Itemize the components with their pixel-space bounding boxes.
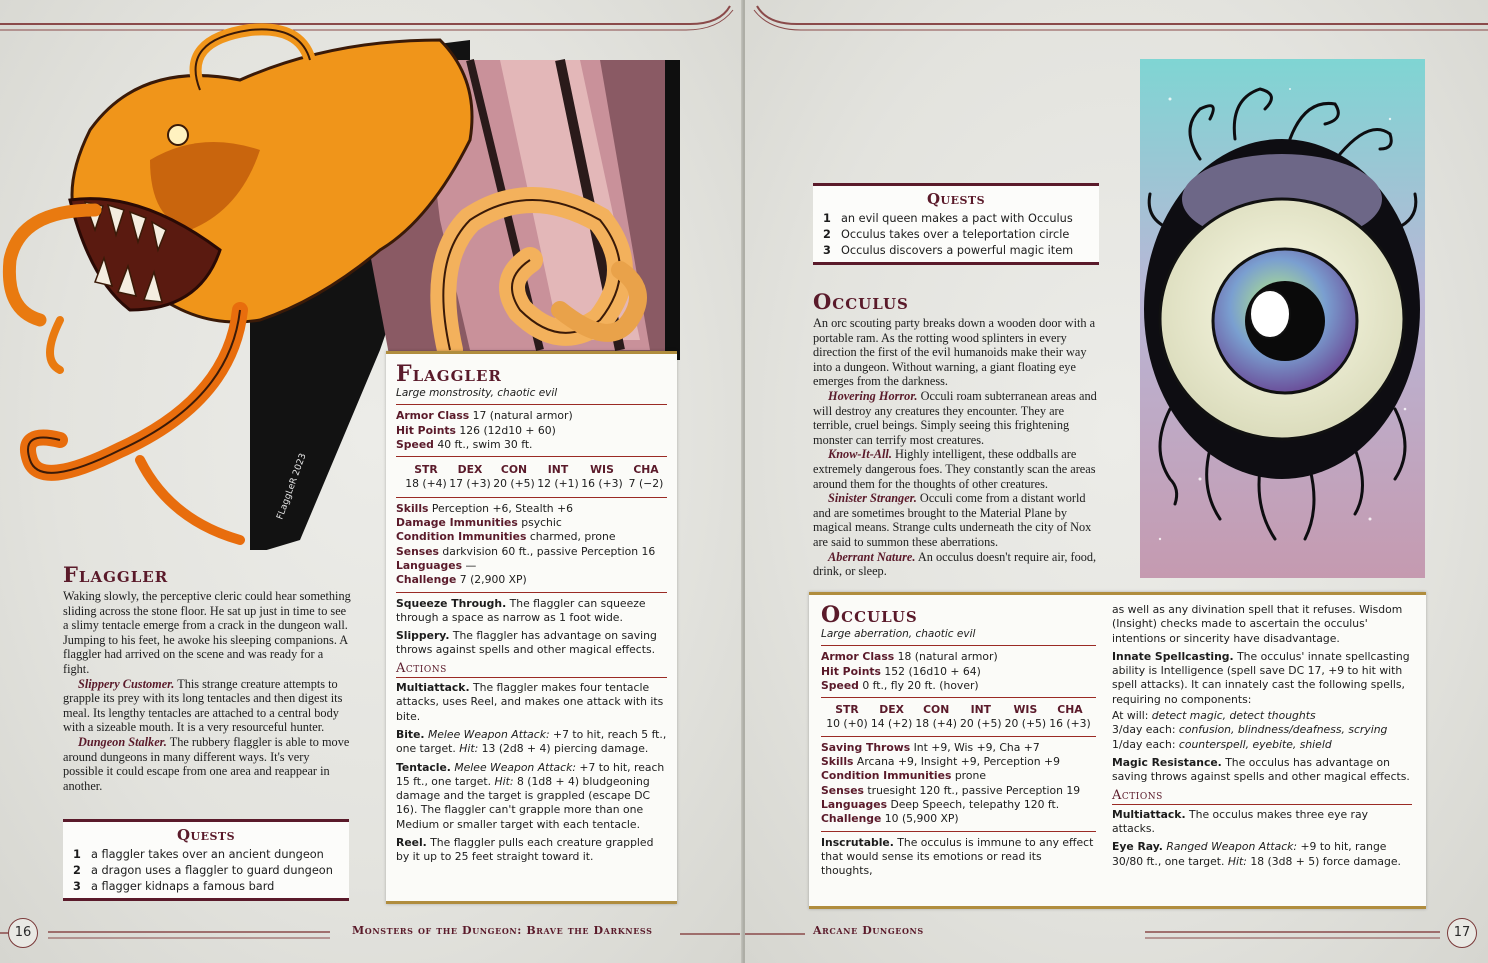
occulus-lore-text: [813, 316, 1100, 579]
divider: [396, 456, 667, 457]
ability-con: CON 18 (+4): [915, 703, 957, 731]
lore-paragraph: Dungeon Stalker. The rubbery flaggler is able to move around dungeons in many different ways. It's very possible it could escape from one area and reappear in another.: [63, 734, 350, 793]
spells-at-will: At will: detect magic, detect thoughts: [1112, 709, 1316, 723]
trait-squeeze-through: Squeeze Through. The flaggler can squeeze through a space as narrow as 1 foot wide.: [396, 596, 646, 624]
divider: [821, 736, 1096, 737]
ability-dex: DEX 17 (+3): [449, 463, 491, 491]
ability-dex: DEX 14 (+2): [870, 703, 913, 731]
spells-3-day: 3/day each: confusion, blindness/deafness, scrying: [1112, 723, 1388, 737]
actions-heading: Actions: [396, 662, 667, 678]
quest-row: 1 a flaggler takes over an ancient dungeon: [73, 848, 324, 861]
challenge: Challenge 10 (5,900 XP): [821, 812, 959, 826]
divider: [396, 497, 667, 498]
occulus-lore: [813, 289, 1100, 579]
ability-cha: CHA 7 (−2): [628, 463, 664, 491]
action-tentacle: Tentacle. Melee Weapon Attack: +7 to hit, reach 15 ft., one target. Hit: 8 (1d8 + 4) bludgeoning damage and the target is grappled (escape DC 16). The flaggler can't grapple more than one Medium or smaller target with each tentacle.: [396, 760, 665, 831]
condition-immunities: Condition Immunities prone: [821, 769, 986, 783]
languages: Languages Deep Speech, telepathy 120 ft.: [821, 797, 1060, 811]
trait-innate-spellcasting: Innate Spellcasting. The occulus' innate spellcasting ability is Intelligence (spell save DC 17, +9 to hit with spell attacks). It can innately cast the following spells, requiring no components:: [1112, 649, 1410, 706]
ability-str: STR 18 (+4): [405, 463, 447, 491]
ability-scores: [404, 463, 664, 492]
armor-class: Armor Class 17 (natural armor): [396, 409, 573, 423]
ability-str: STR 10 (+0): [826, 703, 868, 731]
divider: [821, 697, 1096, 698]
lore-paragraph: Sinister Stranger. Occuli come from a distant world and are sometimes brought to the Material Plane by magical means. Strange cults underneath the city of Nox are said to summon these aberrations.: [813, 491, 1092, 549]
footer-title: Monsters of the Dungeon: Brave the Darkness: [352, 924, 653, 937]
divider: [396, 592, 667, 593]
speed: Speed 0 ft., fly 20 ft. (hover): [821, 678, 979, 692]
flaggler-quests-box: [63, 819, 349, 901]
flaggler-lore-text: [63, 589, 351, 793]
lore-paragraph: Hovering Horror. Occuli roam subterranean areas and will destroy any creatures they encounter. They are terrible, cruel beings. Simply seeing this frightening monster can terrify most creatures.: [813, 388, 1097, 447]
footer-title: Arcane Dungeons: [813, 924, 924, 937]
trait-inscrutable-continued: as well as any divination spell that it refuses. Wisdom (Insight) checks made to ascertain the occulus' intentions or sincerity have disadvantage.: [1112, 603, 1403, 645]
lore-paragraph: Waking slowly, the perceptive cleric could hear something sliding across the stone floor. He sat up just in time to see a slimy tentacle emerge from a crack in the dungeon wall. Jumping to his feet, he awoke his sleeping companions. A flaggler had arrived on the scene and was ready for a fight.: [63, 589, 351, 676]
quests-title: Quests: [176, 826, 236, 844]
lore-paragraph: Aberrant Nature. An occulus doesn't require air, food, drink, or sleep.: [813, 549, 1097, 579]
spells-1-day: 1/day each: counterspell, eyebite, shield: [1112, 737, 1332, 751]
actions-heading: Actions: [1112, 789, 1412, 805]
trait-slippery: Slippery. The flaggler has advantage on saving throws against spells and other magical effects.: [396, 629, 657, 657]
trait-magic-resistance: Magic Resistance. The occulus has advantage on saving throws against spells and other magical effects.: [1112, 755, 1410, 784]
senses: Senses truesight 120 ft., passive Perception 19: [821, 783, 1081, 797]
flaggler-heading: Flaggler: [63, 562, 169, 587]
statblock-type: Large monstrosity, chaotic evil: [396, 387, 558, 399]
skills: Skills Perception +6, Stealth +6: [396, 501, 573, 515]
armor-class: Armor Class 18 (natural armor): [821, 650, 998, 664]
languages: Languages —: [396, 558, 477, 572]
statblock-name: Flaggler: [396, 361, 502, 387]
ability-wis: WIS 16 (+3): [581, 463, 623, 491]
quest-row: 2 Occulus takes over a teleportation circle: [823, 228, 1070, 241]
page-number: 16: [8, 918, 38, 948]
quest-row: 3 a flagger kidnaps a famous bard: [73, 880, 275, 893]
occulus-illustration: [1140, 59, 1425, 578]
statblock-column-right: [1112, 603, 1412, 882]
action-eye-ray: Eye Ray. Ranged Weapon Attack: +9 to hit, range 30/80 ft., one target. Hit: 18 (3d8 + 5) force damage.: [1112, 840, 1401, 868]
condition-immunities: Condition Immunities charmed, prone: [396, 530, 616, 544]
lore-paragraph: Slippery Customer. This strange creature attempts to grapple its prey with its long tentacles and then digest its meal. Its lengthy tentacles are attached to a central body with a sizeable mouth. It is a very resourceful hunter.: [63, 676, 343, 735]
senses: Senses darkvision 60 ft., passive Perception 16: [396, 544, 656, 558]
skills: Skills Arcana +9, Insight +9, Perception +9: [821, 755, 1060, 769]
divider: [821, 645, 1096, 646]
ability-scores: [825, 703, 1092, 732]
statblock-name: Occulus: [821, 602, 918, 628]
saving-throws: Saving Throws Int +9, Wis +9, Cha +7: [821, 740, 1040, 754]
right-page: [745, 0, 1488, 963]
occulus-quests-box: [813, 183, 1099, 265]
quests-title: Quests: [926, 190, 986, 208]
challenge: Challenge 7 (2,900 XP): [396, 573, 527, 587]
quest-row: 2 a dragon uses a flaggler to guard dungeon: [73, 864, 333, 877]
action-multiattack: Multiattack. The flaggler makes four tentacle attacks, uses Reel, and makes one attack with its bite.: [396, 681, 664, 723]
action-multiattack: Multiattack. The occulus makes three eye ray attacks.: [1112, 807, 1368, 836]
action-bite: Bite. Melee Weapon Attack: +7 to hit, reach 5 ft., one target. Hit: 13 (2d8 + 4) piercing damage.: [396, 727, 667, 756]
lore-paragraph: Know-It-All. Highly intelligent, these oddballs are extremely dangerous foes. They constantly scan the areas around them for the thoughts of other creatures.: [813, 447, 1096, 491]
action-reel: Reel. The flaggler pulls each creature grappled by it up to 25 feet straight toward it.: [396, 836, 654, 864]
ability-int: INT 12 (+1): [537, 463, 579, 491]
hit-points: Hit Points 152 (16d10 + 64): [821, 664, 981, 678]
page-number: 17: [1447, 918, 1477, 948]
left-page: [0, 0, 743, 963]
ability-cha: CHA 16 (+3): [1049, 703, 1091, 731]
damage-immunities: Damage Immunities psychic: [396, 516, 562, 530]
lore-paragraph: An orc scouting party breaks down a wooden door with a portable ram. As the rotting wood splinters in every direction the first of the evil humanoids make their way into a dungeon. Without warning, a giant floating eye emerges from the darkness.: [813, 316, 1096, 389]
flaggler-stat-block: [386, 351, 677, 904]
ability-wis: WIS 20 (+5): [1004, 703, 1047, 731]
flaggler-lore: [63, 562, 351, 793]
statblock-type: Large aberration, chaotic evil: [821, 628, 976, 640]
quest-row: 3 Occulus discovers a powerful magic item: [823, 244, 1074, 257]
occulus-heading: Occulus: [813, 289, 909, 314]
divider: [821, 831, 1096, 832]
ability-con: CON 20 (+5): [493, 463, 535, 491]
quest-row: 1 an evil queen makes a pact with Occulus: [823, 212, 1073, 225]
statblock-columns: [821, 603, 1416, 882]
speed: Speed 40 ft., swim 30 ft.: [396, 437, 533, 451]
hit-points: Hit Points 126 (12d10 + 60): [396, 423, 556, 437]
art-signature: FLaggLeR 2023: [275, 452, 309, 522]
statblock-column-left: [821, 603, 1096, 882]
occulus-stat-block: [809, 592, 1426, 909]
trait-inscrutable: Inscrutable. The occulus is immune to any effect that would sense its emotions or read its thoughts,: [821, 835, 1094, 878]
ability-int: INT 20 (+5): [960, 703, 1002, 731]
divider: [396, 404, 667, 405]
